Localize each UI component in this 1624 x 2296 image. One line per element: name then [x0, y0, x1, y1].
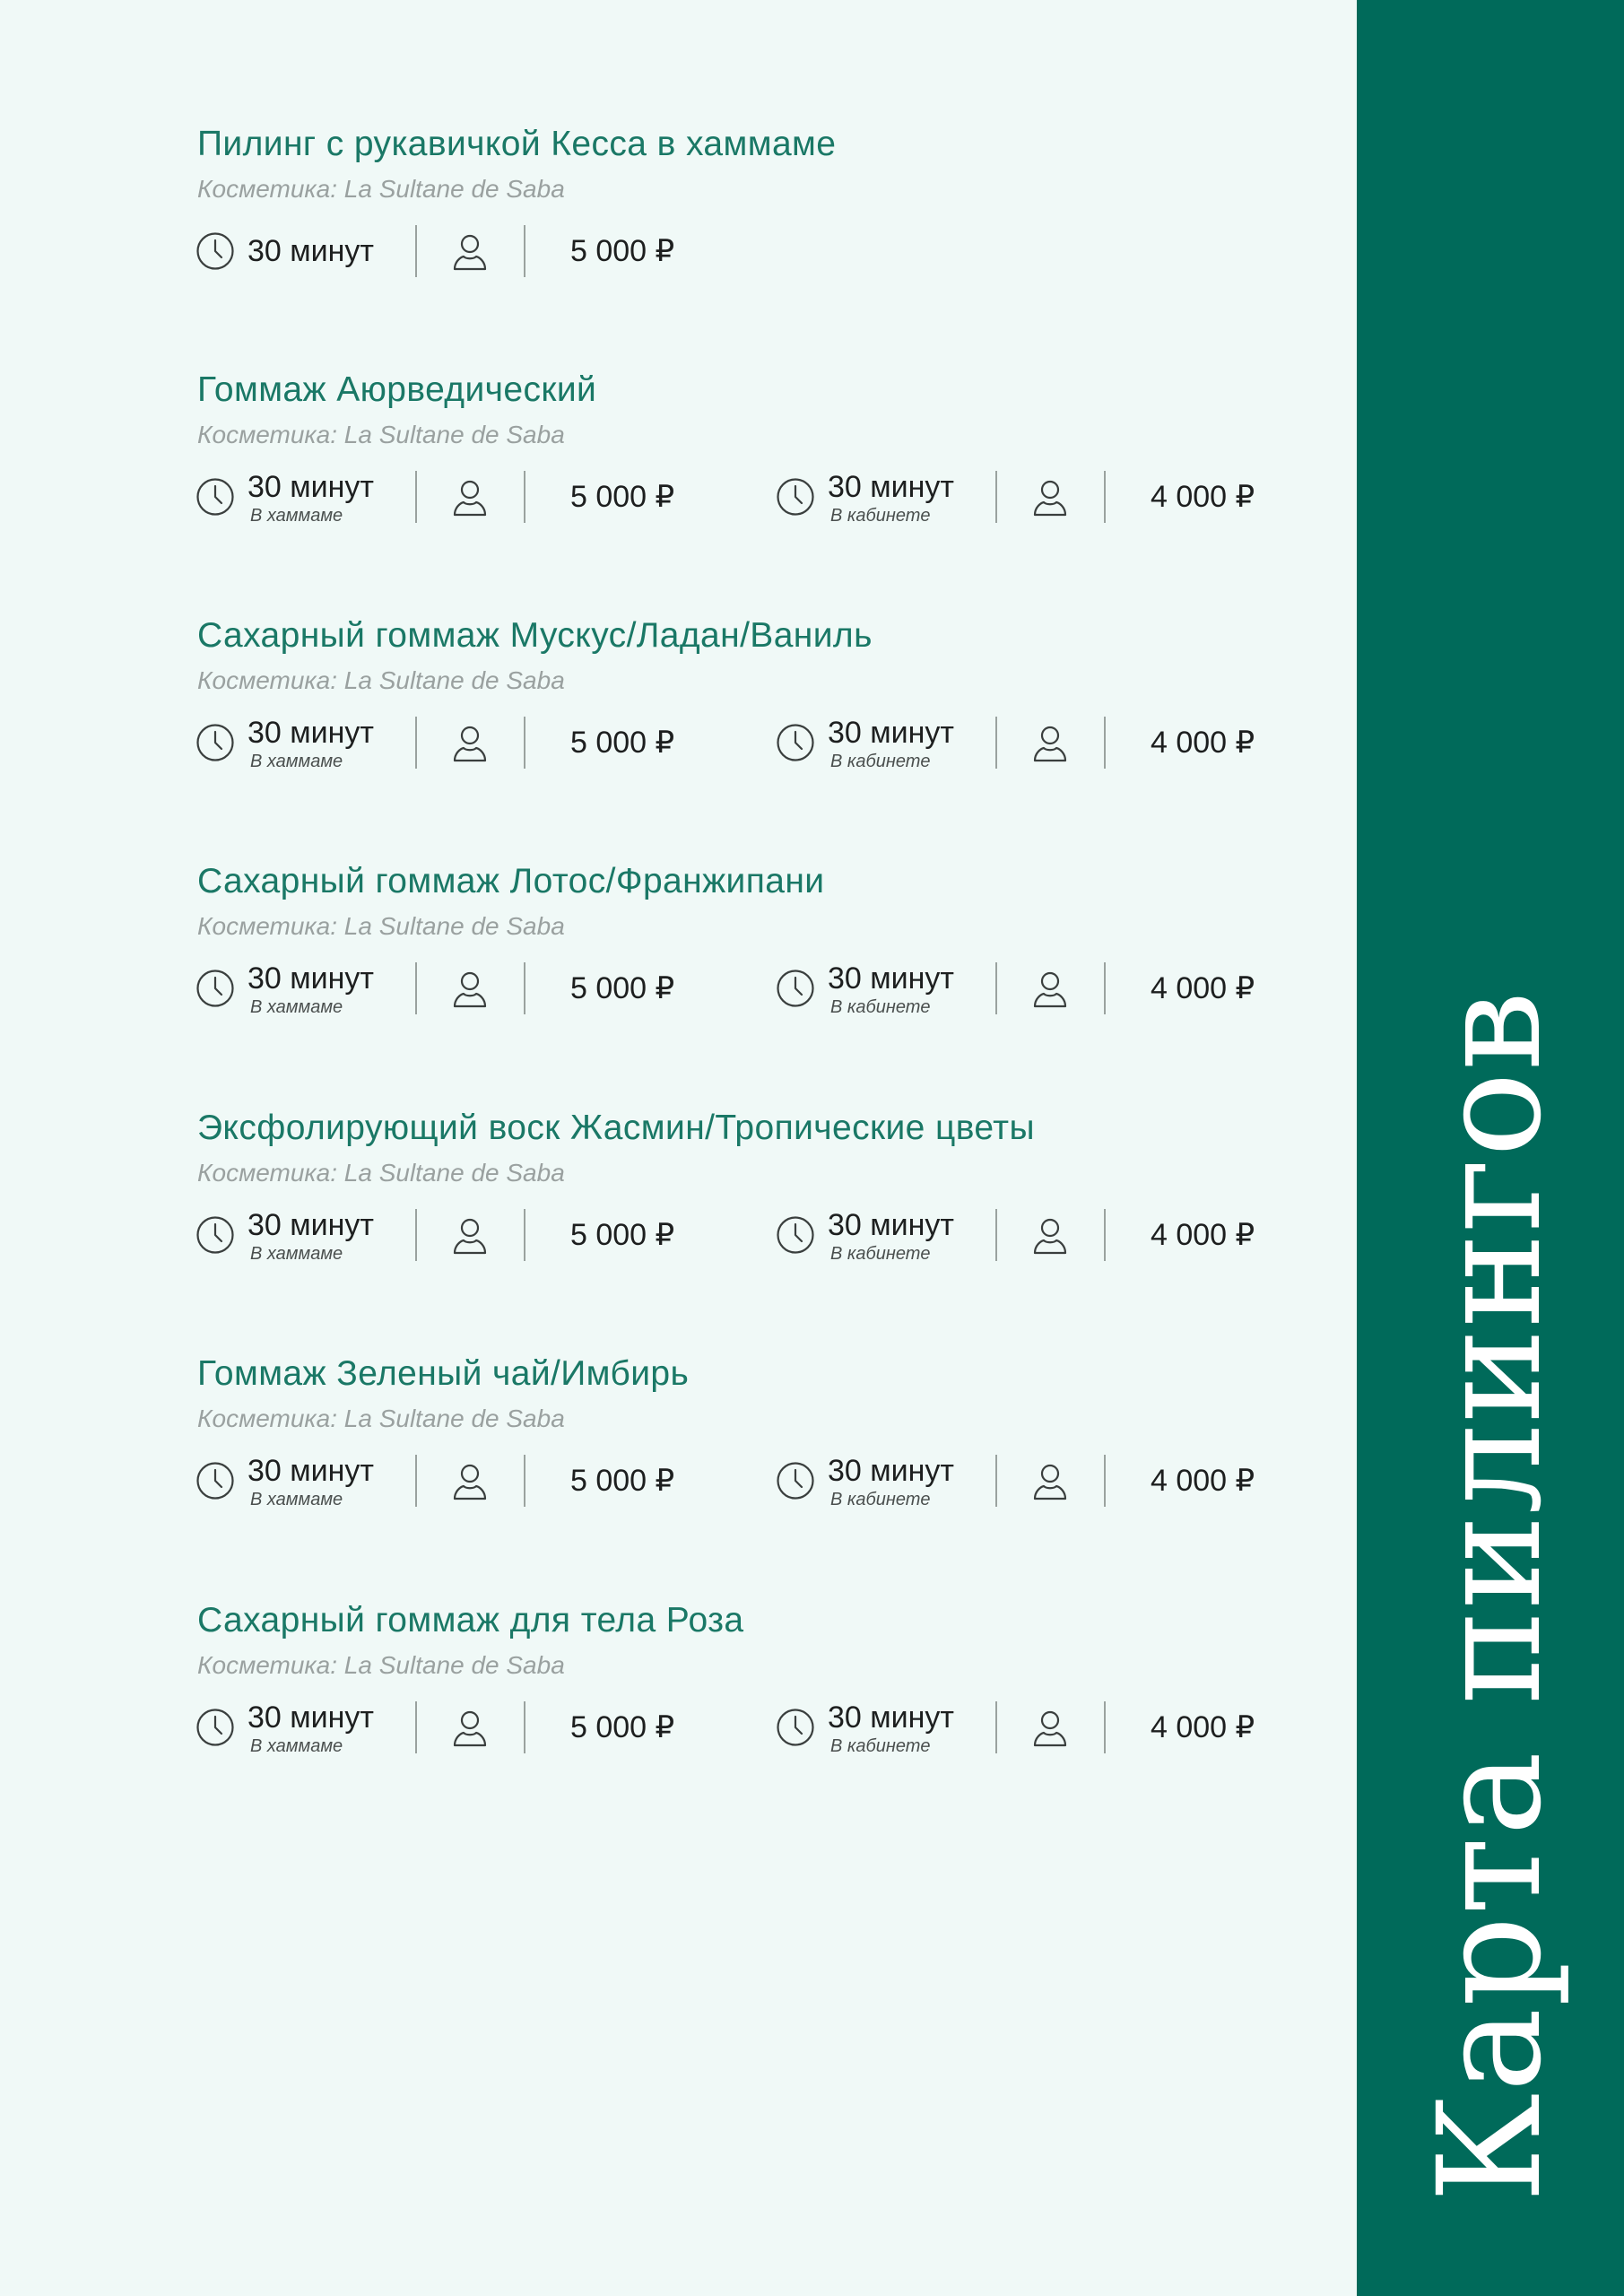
price: 5 000 ₽: [570, 1218, 675, 1252]
person-icon: [452, 1709, 488, 1748]
service-title: Сахарный гоммаж Лотос/Франжипани: [197, 862, 825, 900]
service-item: [195, 864, 1325, 1061]
service-item: [195, 1603, 1325, 1800]
price: 4 000 ₽: [1151, 1464, 1255, 1498]
clock-icon: [195, 477, 235, 517]
divider: [415, 225, 417, 277]
price: 4 000 ₽: [1151, 480, 1255, 514]
location-text: В кабинете: [830, 1736, 931, 1756]
location-text: В кабинете: [830, 506, 931, 526]
page-title: Карта пилингов: [1408, 990, 1573, 2203]
duration-block: [828, 1700, 980, 1757]
clock-icon: [776, 1708, 815, 1747]
duration-text: 30 минут: [248, 961, 374, 996]
divider: [415, 1701, 417, 1753]
person-icon: [1032, 1462, 1068, 1501]
duration-block: [828, 469, 980, 526]
clock-icon: [195, 969, 235, 1008]
service-item: [195, 1110, 1325, 1308]
price: 4 000 ₽: [1151, 1218, 1255, 1252]
offer-hammam: [195, 715, 698, 772]
duration-block: [828, 1453, 980, 1510]
clock-icon: [195, 1461, 235, 1500]
clock-icon: [776, 1215, 815, 1255]
price: 5 000 ₽: [570, 1464, 675, 1498]
duration-block: [828, 961, 980, 1018]
duration-text: 30 минут: [828, 961, 954, 996]
location-text: В кабинете: [830, 752, 931, 771]
divider: [524, 471, 525, 523]
service-brand: Косметика: La Sultane de Saba: [197, 1651, 565, 1679]
duration-block: [248, 1700, 400, 1757]
divider: [415, 1209, 417, 1261]
clock-icon: [776, 1461, 815, 1500]
price: 5 000 ₽: [570, 726, 675, 760]
service-title: Эксфолирующий воск Жасмин/Тропические цветы: [197, 1109, 1035, 1147]
divider: [1104, 1209, 1106, 1261]
duration-block: [248, 469, 400, 526]
duration-text: 30 минут: [828, 470, 954, 504]
divider: [524, 1701, 525, 1753]
offer-hammam: [195, 469, 698, 526]
price: 5 000 ₽: [570, 480, 675, 514]
clock-icon: [776, 969, 815, 1008]
duration-block: [248, 1453, 400, 1510]
offer-cabinet: [776, 1207, 1278, 1265]
duration-block: [248, 715, 400, 772]
person-icon: [452, 724, 488, 763]
duration-block: [828, 1207, 980, 1265]
location-text: В хаммаме: [250, 1490, 343, 1509]
service-title: Гоммаж Зеленый чай/Имбирь: [197, 1354, 690, 1393]
service-title: Пилинг с рукавичкой Кесса в хаммаме: [197, 125, 837, 163]
location-text: В хаммаме: [250, 506, 343, 526]
clock-icon: [195, 231, 235, 271]
duration-block: [248, 1207, 400, 1265]
location-text: В хаммаме: [250, 1736, 343, 1756]
clock-icon: [195, 1708, 235, 1747]
divider: [1104, 1455, 1106, 1507]
divider: [415, 962, 417, 1014]
service-item: [195, 618, 1325, 815]
clock-icon: [195, 723, 235, 762]
divider: [995, 717, 997, 769]
divider: [995, 471, 997, 523]
clock-icon: [195, 1215, 235, 1255]
location-text: В хаммаме: [250, 1244, 343, 1264]
divider: [524, 1455, 525, 1507]
duration-text: 30 минут: [828, 716, 954, 750]
offer: [195, 223, 698, 281]
price: 4 000 ₽: [1151, 971, 1255, 1005]
duration-text: 30 минут: [828, 1700, 954, 1735]
offer-cabinet: [776, 715, 1278, 772]
person-icon: [452, 232, 488, 272]
person-icon: [1032, 478, 1068, 517]
person-icon: [452, 1216, 488, 1256]
person-icon: [452, 1462, 488, 1501]
service-brand: Косметика: La Sultane de Saba: [197, 912, 565, 940]
divider: [524, 225, 525, 277]
price: 5 000 ₽: [570, 1710, 675, 1744]
clock-icon: [776, 723, 815, 762]
price: 5 000 ₽: [570, 234, 675, 268]
duration-text: 30 минут: [248, 1700, 374, 1735]
divider: [995, 1455, 997, 1507]
duration-text: 30 минут: [248, 470, 374, 504]
offer-cabinet: [776, 1453, 1278, 1510]
duration-block: [248, 961, 400, 1018]
price: 5 000 ₽: [570, 971, 675, 1005]
service-item: [195, 1356, 1325, 1553]
duration-text: 30 минут: [248, 1208, 374, 1242]
person-icon: [452, 970, 488, 1009]
divider: [415, 717, 417, 769]
divider: [524, 1209, 525, 1261]
duration-text: 30 минут: [248, 234, 374, 268]
divider: [1104, 717, 1106, 769]
sidebar-panel: [1357, 0, 1624, 2296]
offer-cabinet: [776, 961, 1278, 1018]
offer-hammam: [195, 1453, 698, 1510]
duration-text: 30 минут: [248, 1454, 374, 1488]
divider: [415, 1455, 417, 1507]
person-icon: [1032, 1216, 1068, 1256]
service-brand: Косметика: La Sultane de Saba: [197, 666, 565, 694]
offer-cabinet: [776, 1700, 1278, 1757]
duration-text: 30 минут: [828, 1454, 954, 1488]
person-icon: [452, 478, 488, 517]
location-text: В кабинете: [830, 997, 931, 1017]
divider: [1104, 1701, 1106, 1753]
service-title: Сахарный гоммаж Мускус/Ладан/Ваниль: [197, 616, 873, 655]
divider: [415, 471, 417, 523]
location-text: В кабинете: [830, 1244, 931, 1264]
offer-cabinet: [776, 469, 1278, 526]
duration-block: [248, 223, 400, 281]
service-brand: Косметика: La Sultane de Saba: [197, 175, 565, 203]
divider: [524, 962, 525, 1014]
price: 4 000 ₽: [1151, 726, 1255, 760]
person-icon: [1032, 1709, 1068, 1748]
divider: [1104, 962, 1106, 1014]
service-brand: Косметика: La Sultane de Saba: [197, 1159, 565, 1187]
location-text: В хаммаме: [250, 997, 343, 1017]
location-text: В кабинете: [830, 1490, 931, 1509]
offer-hammam: [195, 1207, 698, 1265]
person-icon: [1032, 724, 1068, 763]
service-title: Гоммаж Аюрведический: [197, 370, 597, 409]
service-brand: Косметика: La Sultane de Saba: [197, 421, 565, 448]
service-brand: Косметика: La Sultane de Saba: [197, 1405, 565, 1432]
clock-icon: [776, 477, 815, 517]
duration-block: [828, 715, 980, 772]
divider: [995, 1209, 997, 1261]
price: 4 000 ₽: [1151, 1710, 1255, 1744]
location-text: В хаммаме: [250, 752, 343, 771]
service-title: Сахарный гоммаж для тела Роза: [197, 1601, 744, 1639]
person-icon: [1032, 970, 1068, 1009]
divider: [1104, 471, 1106, 523]
duration-text: 30 минут: [828, 1208, 954, 1242]
divider: [524, 717, 525, 769]
offer-hammam: [195, 1700, 698, 1757]
duration-text: 30 минут: [248, 716, 374, 750]
offer-hammam: [195, 961, 698, 1018]
divider: [995, 1701, 997, 1753]
service-item: [195, 126, 1325, 324]
service-item: [195, 372, 1325, 570]
divider: [995, 962, 997, 1014]
